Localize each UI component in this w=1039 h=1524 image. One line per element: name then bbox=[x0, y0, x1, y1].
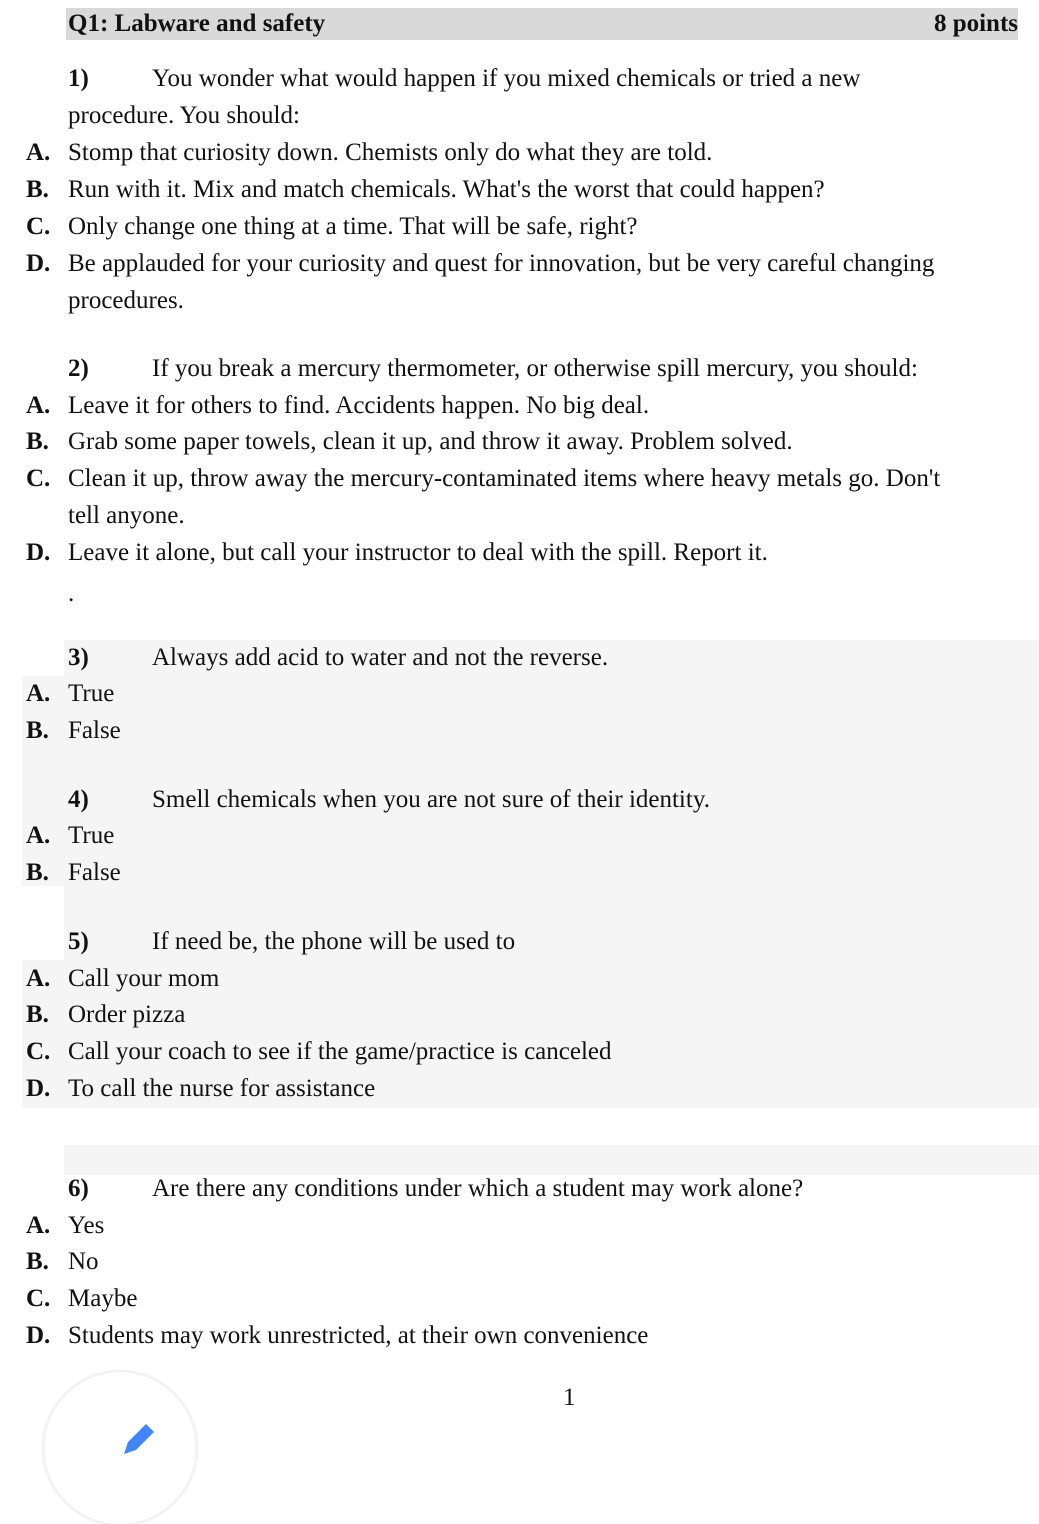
option-text: Order pizza bbox=[68, 1001, 186, 1028]
edit-fab-button[interactable] bbox=[44, 1372, 196, 1524]
option-text: Only change one thing at a time. That will be safe, right? bbox=[68, 213, 638, 240]
separator-dot: . bbox=[68, 580, 75, 607]
option-letter: C. bbox=[26, 465, 51, 492]
option-text: Maybe bbox=[68, 1285, 138, 1312]
edit-pencil-icon bbox=[118, 1420, 158, 1460]
option-text-continued: procedures. bbox=[68, 287, 184, 314]
option-letter: A. bbox=[26, 139, 51, 166]
option-letter: A. bbox=[26, 965, 51, 992]
question-text: If you break a mercury thermometer, or otherwise spill mercury, you should: bbox=[152, 355, 918, 382]
option-text: Leave it for others to find. Accidents happen. No big deal. bbox=[68, 392, 650, 419]
option-text: Grab some paper towels, clean it up, and throw it away. Problem solved. bbox=[68, 428, 793, 455]
option-letter: C. bbox=[26, 1038, 51, 1065]
question-text: Are there any conditions under which a student may work alone? bbox=[152, 1175, 804, 1202]
question-text-continued: procedure. You should: bbox=[68, 102, 300, 129]
option-letter: A. bbox=[26, 1212, 51, 1239]
option-text: True bbox=[68, 680, 115, 707]
option-letter: B. bbox=[26, 859, 49, 886]
option-text: No bbox=[68, 1248, 99, 1275]
option-text: Leave it alone, but call your instructor to deal with the spill. Report it. bbox=[68, 539, 768, 566]
question-number: 4) bbox=[68, 786, 89, 813]
option-letter: C. bbox=[26, 1285, 51, 1312]
option-text: Clean it up, throw away the mercury-contaminated items where heavy metals go. Don't bbox=[68, 465, 941, 492]
option-text: Be applauded for your curiosity and quest for innovation, but be very careful changing bbox=[68, 250, 935, 277]
option-text: Run with it. Mix and match chemicals. What's the worst that could happen? bbox=[68, 176, 825, 203]
option-text: Call your coach to see if the game/practice is canceled bbox=[68, 1038, 612, 1065]
section-title: Q1: Labware and safety bbox=[68, 10, 326, 37]
question-text: If need be, the phone will be used to bbox=[152, 928, 516, 955]
option-letter: B. bbox=[26, 1001, 49, 1028]
option-text: True bbox=[68, 822, 115, 849]
question-number: 6) bbox=[68, 1175, 89, 1202]
option-letter: D. bbox=[26, 1075, 51, 1102]
option-text: Stomp that curiosity down. Chemists only do what they are told. bbox=[68, 139, 713, 166]
option-letter: C. bbox=[26, 213, 51, 240]
question-text: Always add acid to water and not the reverse. bbox=[152, 644, 609, 671]
option-text: False bbox=[68, 859, 121, 886]
option-text: Call your mom bbox=[68, 965, 220, 992]
question-number: 3) bbox=[68, 644, 89, 671]
question-text: You wonder what would happen if you mixed chemicals or tried a new bbox=[152, 65, 861, 92]
question-number: 2) bbox=[68, 355, 89, 382]
option-text: Yes bbox=[68, 1212, 105, 1239]
option-text: False bbox=[68, 717, 121, 744]
option-letter: D. bbox=[26, 1322, 51, 1349]
option-letter: A. bbox=[26, 822, 51, 849]
question-number: 5) bbox=[68, 928, 89, 955]
question-number: 1) bbox=[68, 65, 89, 92]
option-letter: B. bbox=[26, 428, 49, 455]
option-text-continued: tell anyone. bbox=[68, 502, 185, 529]
option-letter: B. bbox=[26, 1248, 49, 1275]
option-letter: B. bbox=[26, 717, 49, 744]
option-letter: D. bbox=[26, 250, 51, 277]
option-text: Students may work unrestricted, at their own convenience bbox=[68, 1322, 649, 1349]
option-letter: B. bbox=[26, 176, 49, 203]
option-letter: D. bbox=[26, 539, 51, 566]
page-number: 1 bbox=[563, 1384, 576, 1411]
option-letter: A. bbox=[26, 680, 51, 707]
option-letter: A. bbox=[26, 392, 51, 419]
section-header bbox=[66, 8, 1018, 40]
section-points: 8 points bbox=[933, 10, 1018, 37]
option-text: To call the nurse for assistance bbox=[68, 1075, 376, 1102]
question-text: Smell chemicals when you are not sure of their identity. bbox=[152, 786, 710, 813]
